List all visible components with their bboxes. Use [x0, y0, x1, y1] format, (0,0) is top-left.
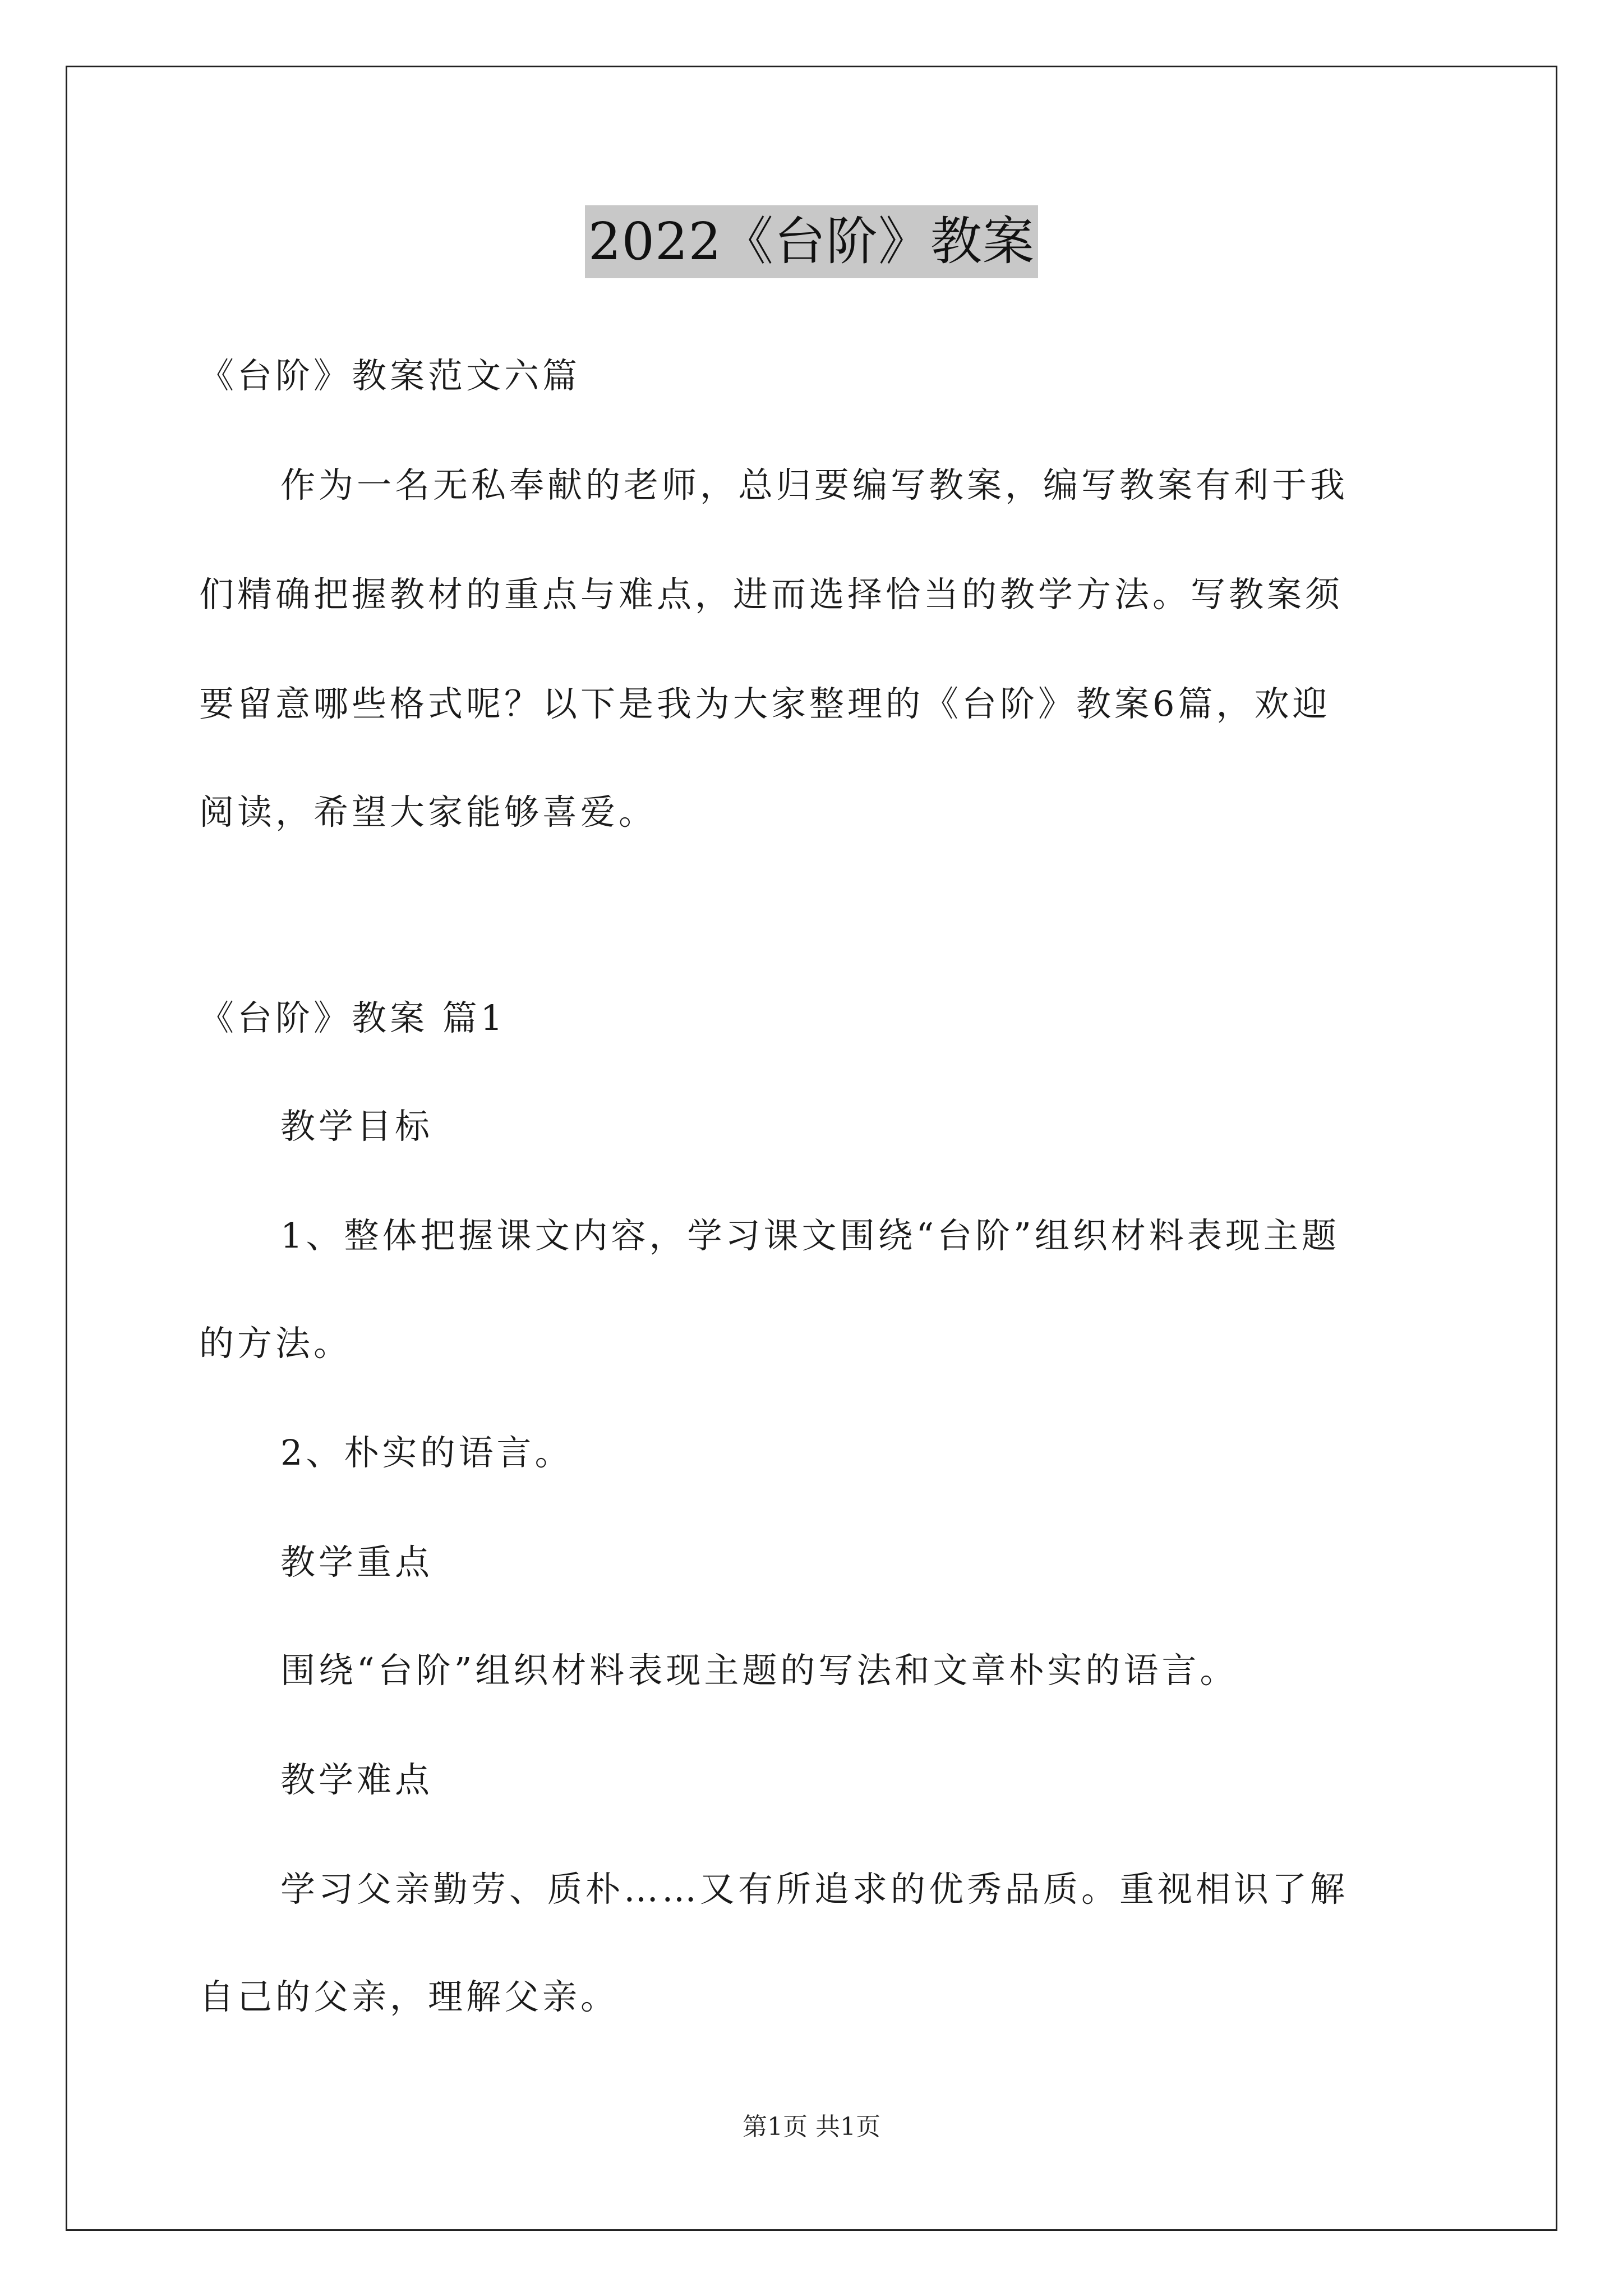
objective-item: 2、朴实的语言。 — [280, 1432, 573, 1473]
intro-paragraph-line: 要留意哪些格式呢？以下是我为大家整理的《台阶》教案6篇，欢迎 — [199, 683, 1331, 724]
section-heading: 《台阶》教案 篇1 — [199, 997, 506, 1038]
subheading-key-points: 教学重点 — [280, 1542, 434, 1582]
page-footer: 第1页 共1页 — [743, 2113, 880, 2141]
subheading-difficulties: 教学难点 — [280, 1759, 434, 1800]
difficulty-text-continued: 自己的父亲，理解父亲。 — [199, 1976, 619, 2017]
intro-heading: 《台阶》教案范文六篇 — [199, 355, 581, 396]
subheading-objectives: 教学目标 — [280, 1106, 434, 1147]
key-point-text: 围绕“台阶”组织材料表现主题的写法和文章朴实的语言。 — [280, 1650, 1238, 1691]
difficulty-text: 学习父亲勤劳、质朴……又有所追求的优秀品质。重视相识了解 — [280, 1869, 1349, 1910]
intro-paragraph-line: 作为一名无私奉献的老师，总归要编写教案，编写教案有利于我 — [280, 464, 1349, 505]
document-title: 2022《台阶》教案 — [585, 205, 1038, 278]
objective-item: 1、整体把握课文内容，学习课文围绕“台阶”组织材料表现主题 — [280, 1215, 1340, 1256]
title-container — [0, 205, 1623, 278]
objective-item-continued: 的方法。 — [199, 1323, 352, 1364]
intro-paragraph-line: 阅读，希望大家能够喜爱。 — [199, 792, 657, 832]
intro-paragraph-line: 们精确把握教材的重点与难点，进而选择恰当的教学方法。写教案须 — [199, 574, 1344, 615]
